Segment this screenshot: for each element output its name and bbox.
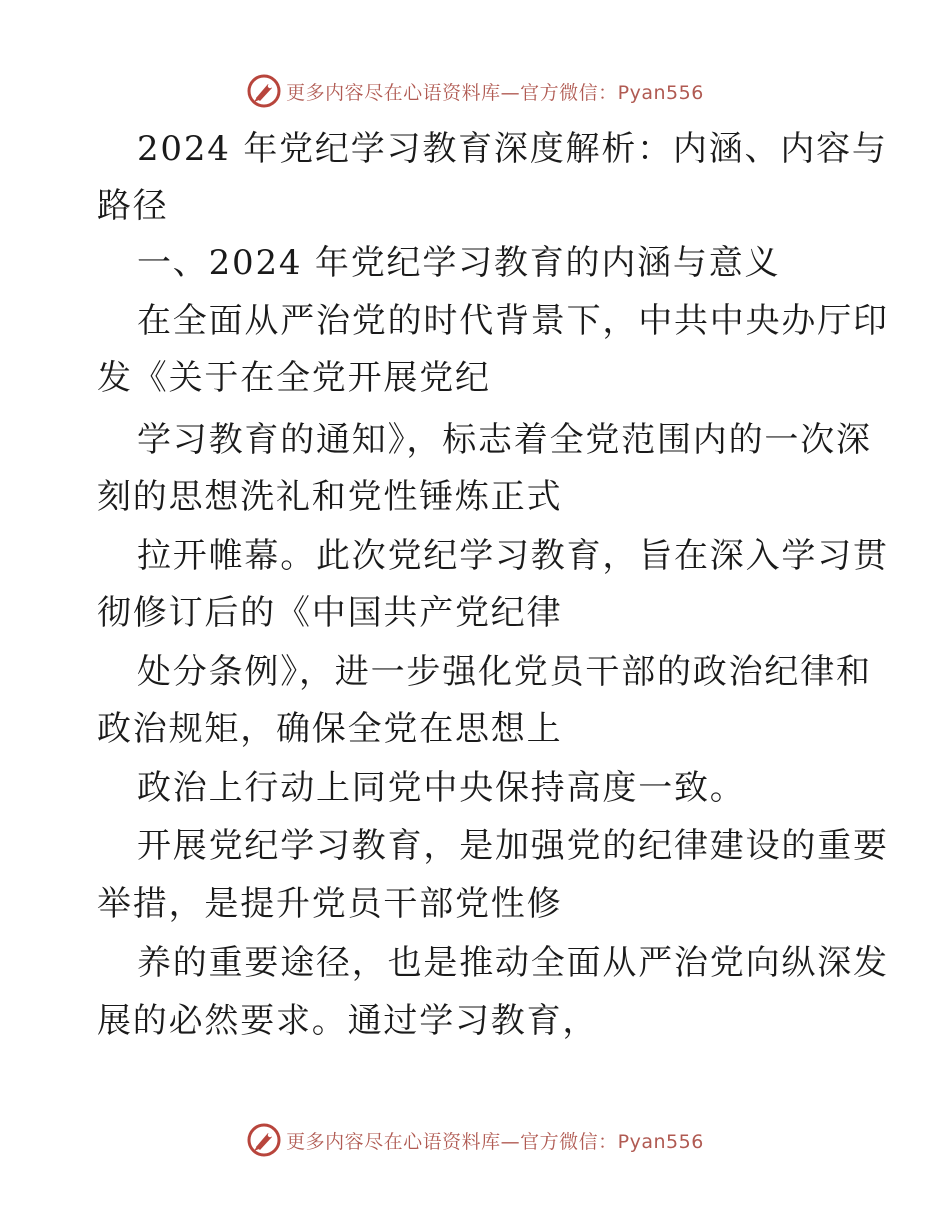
section-heading: 一、2024 年党纪学习教育的内涵与意义: [137, 243, 781, 283]
header-watermark: [0, 71, 950, 111]
paragraph-line: 在全面从严治党的时代背景下，中共中央办厅印: [137, 301, 889, 341]
paragraph-line: 拉开帷幕。此次党纪学习教育，旨在深入学习贯: [137, 536, 889, 576]
paragraph-line: 政治规矩，确保全党在思想上: [97, 709, 563, 749]
paragraph-line: 展的必然要求。通过学习教育，: [97, 1001, 599, 1041]
footer-watermark: [0, 1120, 950, 1160]
header-watermark-text: 更多内容尽在心语资料库—官方微信：Pyan556: [286, 81, 704, 104]
paragraph-line: 开展党纪学习教育，是加强党的纪律建设的重要: [137, 826, 889, 866]
paragraph-line: 学习教育的通知》，标志着全党范围内的一次深: [137, 420, 872, 460]
paragraph-line: 处分条例》，进一步强化党员干部的政治纪律和: [137, 652, 872, 692]
paragraph-line: 发《关于在全党开展党纪: [97, 358, 491, 398]
footer-watermark-text: 更多内容尽在心语资料库—官方微信：Pyan556: [286, 1130, 704, 1153]
pen-nib-seal-icon: [246, 73, 282, 109]
document-title-line-2: 路径: [97, 186, 169, 226]
paragraph-line: 刻的思想洗礼和党性锤炼正式: [97, 477, 563, 517]
document-title-line-1: 2024 年党纪学习教育深度解析：内涵、内容与: [137, 129, 888, 169]
paragraph-line: 举措，是提升党员干部党性修: [97, 884, 563, 924]
paragraph-line: 政治上行动上同党中央保持高度一致。: [137, 768, 746, 808]
paragraph-line: 养的重要途径，也是推动全面从严治党向纵深发: [137, 943, 889, 983]
paragraph-line: 彻修订后的《中国共产党纪律: [97, 593, 563, 633]
pen-nib-seal-icon: [246, 1122, 282, 1158]
